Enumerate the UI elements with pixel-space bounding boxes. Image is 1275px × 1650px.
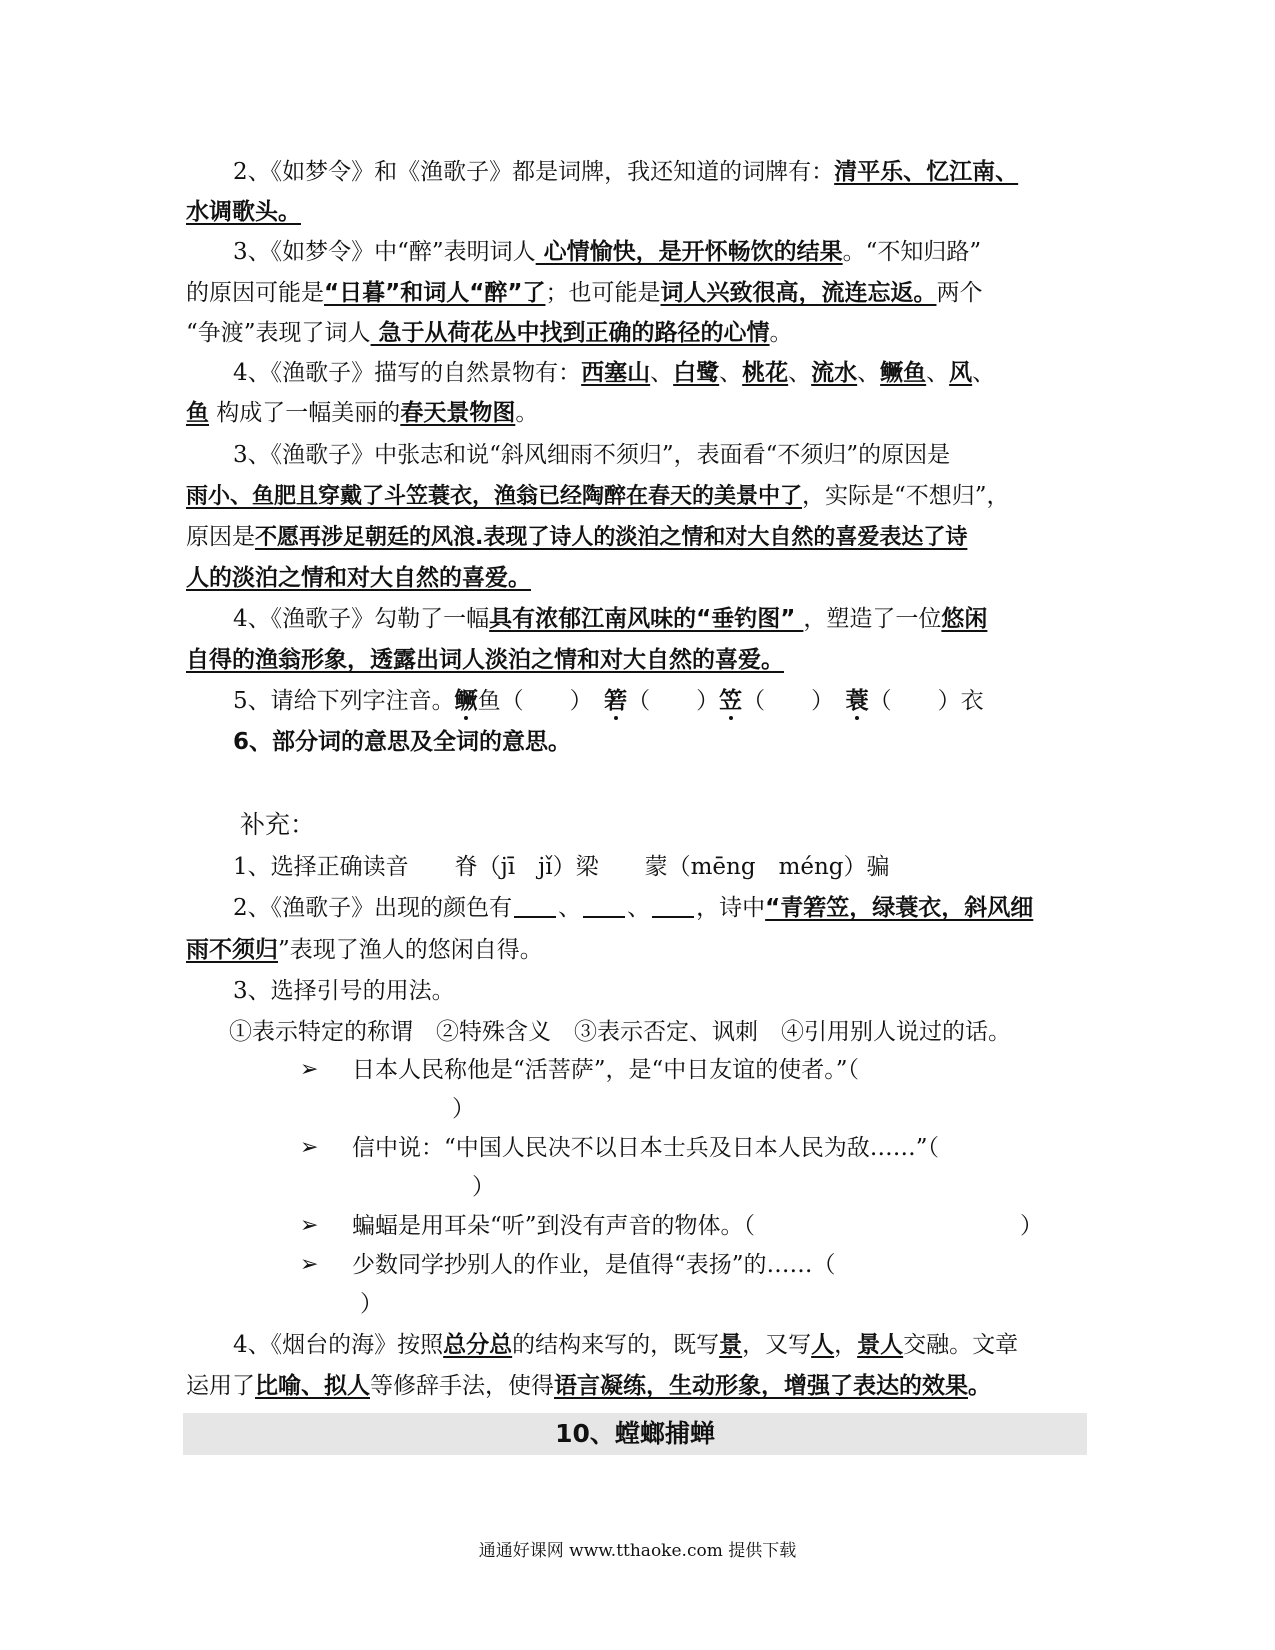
target-char: 笠 [719,688,743,714]
fill-blank[interactable] [652,894,694,918]
supp-line-2: 2、《渔歌子》出现的颜色有 、 、 ，诗中“青箬笠，绿蓑衣，斜风细 [233,895,1034,921]
bullet-3-close: ） [1020,1213,1043,1239]
bullet-2-close: ） [472,1174,495,1200]
target-char: 鳜 [454,688,478,714]
page-footer: 通通好课网 www.tthaoke.com 提供下载 [478,1541,797,1561]
bullet-1: 日本人民称他是“活菩萨”，是“中日友谊的使者。”（ [352,1057,860,1083]
bullet-2: 信中说：“中国人民决不以日本士兵及日本人民为敌……”（ [352,1135,940,1161]
answer: 景 [719,1332,743,1358]
q6-line: 6、部分词的意思及全词的意思。 [233,729,572,755]
section-heading [183,1413,1087,1455]
q4a-line-2: 鱼 构成了一幅美丽的春天景物图。 [186,400,539,426]
answer: 春天景物图 [400,400,516,426]
answer: 语言凝练，生动形象，增强了表达的效果 [554,1373,968,1399]
supp-line-3: 雨不须归”表现了渔人的悠闲自得。 [186,937,543,963]
answer: 人 [811,1332,835,1358]
answer: 水调歌头。 [186,199,301,225]
bullet-3: 蝙蝠是用耳朵“听”到没有声音的物体。（ [352,1213,756,1239]
q2-line-1: 2、《如梦令》和《渔歌子》都是词牌，我还知道的词牌有：清平乐、忆江南、 [233,159,1019,185]
answer: 急于从荷花丛中找到正确的路径的心情 [370,320,770,346]
answer: 雨小、鱼肥且穿戴了斗笠蓑衣，渔翁已经陶醉在春天的美景中了 [186,484,803,509]
answer: 具有浓郁江南风味的“垂钓图” [489,606,804,632]
supp-line-6: 运用了比喻、拟人等修辞手法，使得语言凝练，生动形象，增强了表达的效果。 [186,1373,991,1399]
fill-blank[interactable] [514,894,556,918]
answer: 雨不须归 [186,937,278,963]
bullet-1-close: ） [452,1096,475,1122]
answer: “日暮”和词人“醉”了 [324,280,546,306]
q4b-line-1: 4、《渔歌子》勾勒了一幅具有浓郁江南风味的“垂钓图” ，塑造了一位悠闲 [233,606,988,632]
answer: 总分总 [443,1332,513,1358]
answer: 悠闲 [941,606,988,632]
answer: “青箬笠，绿蓑衣，斜风细 [765,895,1034,921]
arrow-bullet-icon: ➢ [300,1213,319,1238]
answer: 比喻、拟人 [255,1373,370,1399]
q3a-line-1: 3、《如梦令》中“醉”表明词人 心情愉快，是开怀畅饮的结果。“不知归路” [233,239,982,265]
supp-line-4: 3、选择引号的用法。 [233,978,455,1004]
q4b-line-2 [186,645,1086,675]
arrow-bullet-icon: ➢ [300,1135,319,1160]
answer: 不愿再涉足朝廷的风浪.表现了诗人的淡泊之情和对大自然的喜爱表达了诗 [255,525,968,550]
bullet-4-close: ） [360,1291,383,1317]
supp-line-5: 4、《烟台的海》按照总分总的结构来写的，既写景，又写人，景人交融。文章 [233,1332,1019,1358]
q5-line: 5、请给下列字注音。鳜鱼（ ） 箬（ ）笠（ ） 蓑（ ）衣 [233,688,984,714]
answer: 词人兴致很高，流连忘返。 [660,280,937,306]
fill-blank[interactable] [583,894,625,918]
answer: 自得的渔翁形象，透露出词人淡泊之情和对大自然的喜爱。 [186,647,784,673]
q3b-line-2: 雨小、鱼肥且穿戴了斗笠蓑衣，渔翁已经陶醉在春天的美景中了，实际是“不想归”， [186,483,1010,509]
q4a-line-1: 4、《渔歌子》描写的自然景物有：西塞山、白鹭、桃花、流水、鳜鱼、风、 [233,360,996,386]
section-heading-text: 10、螳螂捕蝉 [555,1419,715,1448]
arrow-bullet-icon: ➢ [300,1252,319,1277]
supp-line-1: 1、选择正确读音 脊（jī jǐ）梁 蒙（mēng méng）骗 [233,854,890,880]
arrow-bullet-icon: ➢ [300,1057,319,1082]
q3a-line-2: 的原因可能是“日暮”和词人“醉”了；也可能是词人兴致很高，流连忘返。两个 [186,280,983,306]
q3a-line-3: “争渡”表现了词人 急于从荷花丛中找到正确的路径的心情。 [186,320,793,346]
q2-line-2 [186,197,1086,227]
supplement-title: 补充： [240,810,316,839]
q3b-line-4 [186,563,1086,593]
bullet-4: 少数同学抄别人的作业，是值得“表扬”的……（ [352,1252,836,1278]
q3b-line-1: 3、《渔歌子》中张志和说“斜风细雨不须归”，表面看“不须归”的原因是 [233,442,951,468]
answer: 景人 [857,1332,904,1358]
answer: 心情愉快，是开怀畅饮的结果 [535,239,843,265]
answer: 清平乐、忆江南、 [834,159,1019,185]
q3b-line-3: 原因是不愿再涉足朝廷的风浪.表现了诗人的淡泊之情和对大自然的喜爱表达了诗 [186,524,968,550]
target-char: 箬 [604,688,628,714]
target-char: 蓑 [845,688,869,714]
supp-options: ①表示特定的称谓 ②特殊含义 ③表示否定、讽刺 ④引用别人说过的话。 [229,1019,1011,1045]
answer: 人的淡泊之情和对大自然的喜爱。 [186,565,531,591]
